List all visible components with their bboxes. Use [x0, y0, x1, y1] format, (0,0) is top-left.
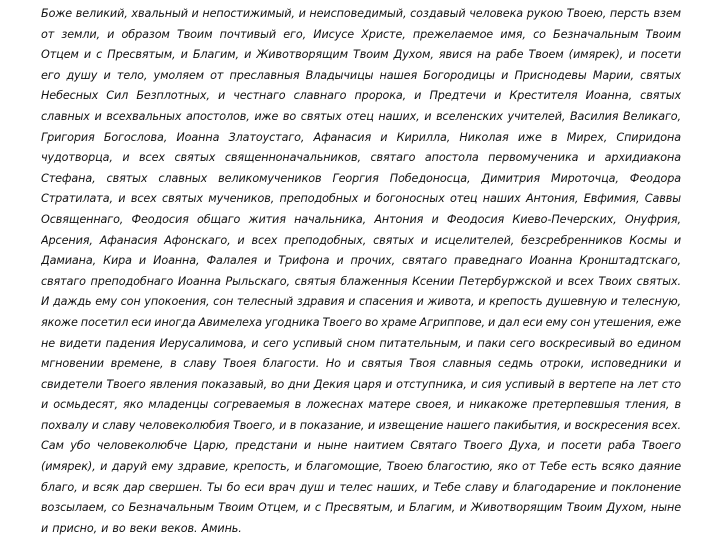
text-line: благо, и всяк дар свершен. Ты бо еси врач душ и телес наших, и Тебе славу и благодарение и поклонение: [41, 480, 681, 494]
text-line: И даждь ему сон упокоения, сон телесный здравия и спасения и живота, и крепость душевную и телесную,: [41, 295, 681, 309]
text-line: якоже посетил еси иногда Авимелеха угодника Твоего во храме Агриппове, и дал еси ему сон утешения, еже: [41, 315, 681, 329]
text-line: Сам убо человеколюбче Царю, предстани и ныне наитием Святаго Твоего Духа, и посети раба Твоего: [41, 439, 681, 453]
text-line: (имярек), и даруй ему здравие, крепость, и благомощие, Твоею благостию, яко от Тебе есть всяко даяние: [41, 460, 681, 474]
text-line: святаго преподобнаго Иоанна Рыльскаго, святыя блаженныя Ксении Петербуржской и всех Твоих святых.: [41, 274, 681, 288]
text-line: его душу и тело, умоляем от преславныя Владычицы нашея Богородицы и Приснодевы Марии, святых: [41, 68, 681, 82]
text-line: Небесных Сил Безплотных, и честнаго славнаго пророка, и Предтечи и Крестителя Иоанна, святых: [41, 89, 681, 103]
text-line: не видети падения Иерусалимова, и сего успивый сном питательным, и паки сего воскресивый во едином: [41, 336, 681, 350]
prayer-text: [41, 4, 681, 539]
text-line: славных и всехвальных апостолов, иже во святых отец наших, и вселенских учителей, Василия Великаго,: [41, 109, 681, 123]
text-line: Отцем и с Пресвятым, и Благим, и Животворящим Твоим Духом, явися на рабе Твоем (имярек), и посети: [41, 48, 681, 62]
text-line: Григория Богослова, Иоанна Златоустаго, Афанасия и Кирилла, Николая иже в Мирех, Спиридона: [41, 130, 681, 144]
text-line: возсылаем, со Безначальным Твоим Отцем, и с Пресвятым, и Благим, и Животворящим Твоим Духом, ныне: [41, 501, 681, 515]
text-line-last: и присно, и во веки веков. Аминь.: [41, 521, 242, 535]
text-line: Дамиана, Кира и Иоанна, Фалалея и Трифона и прочих, святаго праведнаго Иоанна Кронштадтскаго,: [41, 254, 681, 268]
text-line: Стратилата, и всех святых мучеников, преподобных и богоносных отец наших Антония, Евфимия, Саввы: [41, 192, 681, 206]
text-line: мгновении времене, в славу Твоея благости. Но и святыя Твоя славныя седмь отроки, исповедники и: [41, 357, 681, 371]
text-line: Освященнаго, Феодосия общаго жития начальника, Антония и Феодосия Киево-Печерских, Онуфрия,: [41, 212, 681, 226]
text-line: свидетели Твоего явления показавый, во дни Декия царя и отступника, и сия успивый в вертепе на лет сто: [41, 377, 681, 391]
text-line: Арсения, Афанасия Афонскаго, и всех преподобных, святых и исцелителей, безсребренников Космы и: [41, 233, 681, 247]
text-line: чудотворца, и всех святых священноначальников, святаго апостола первомученика и архидиакона: [41, 151, 681, 165]
text-line: от земли, и образом Твоим почтивый его, Иисусе Христе, прежелаемое имя, со Безначальным Твоим: [41, 27, 681, 41]
text-line: и осмьдесят, яко младенцы согреваемыя в ложеснах матере своея, и никакоже претерпевшыя тления, в: [41, 398, 681, 412]
text-line: Стефана, святых славных великомучеников Георгия Победоносца, Димитрия Мироточца, Феодора: [41, 171, 681, 185]
text-line: Боже великий, хвальный и непостижимый, и неисповедимый, создавый человека рукою Твоею, персть взем: [41, 7, 681, 20]
text-line: похвалу и славу человеколюбия Твоего, и в показание, и извещение нашего пакибытия, и воскресения всех.: [41, 418, 681, 432]
